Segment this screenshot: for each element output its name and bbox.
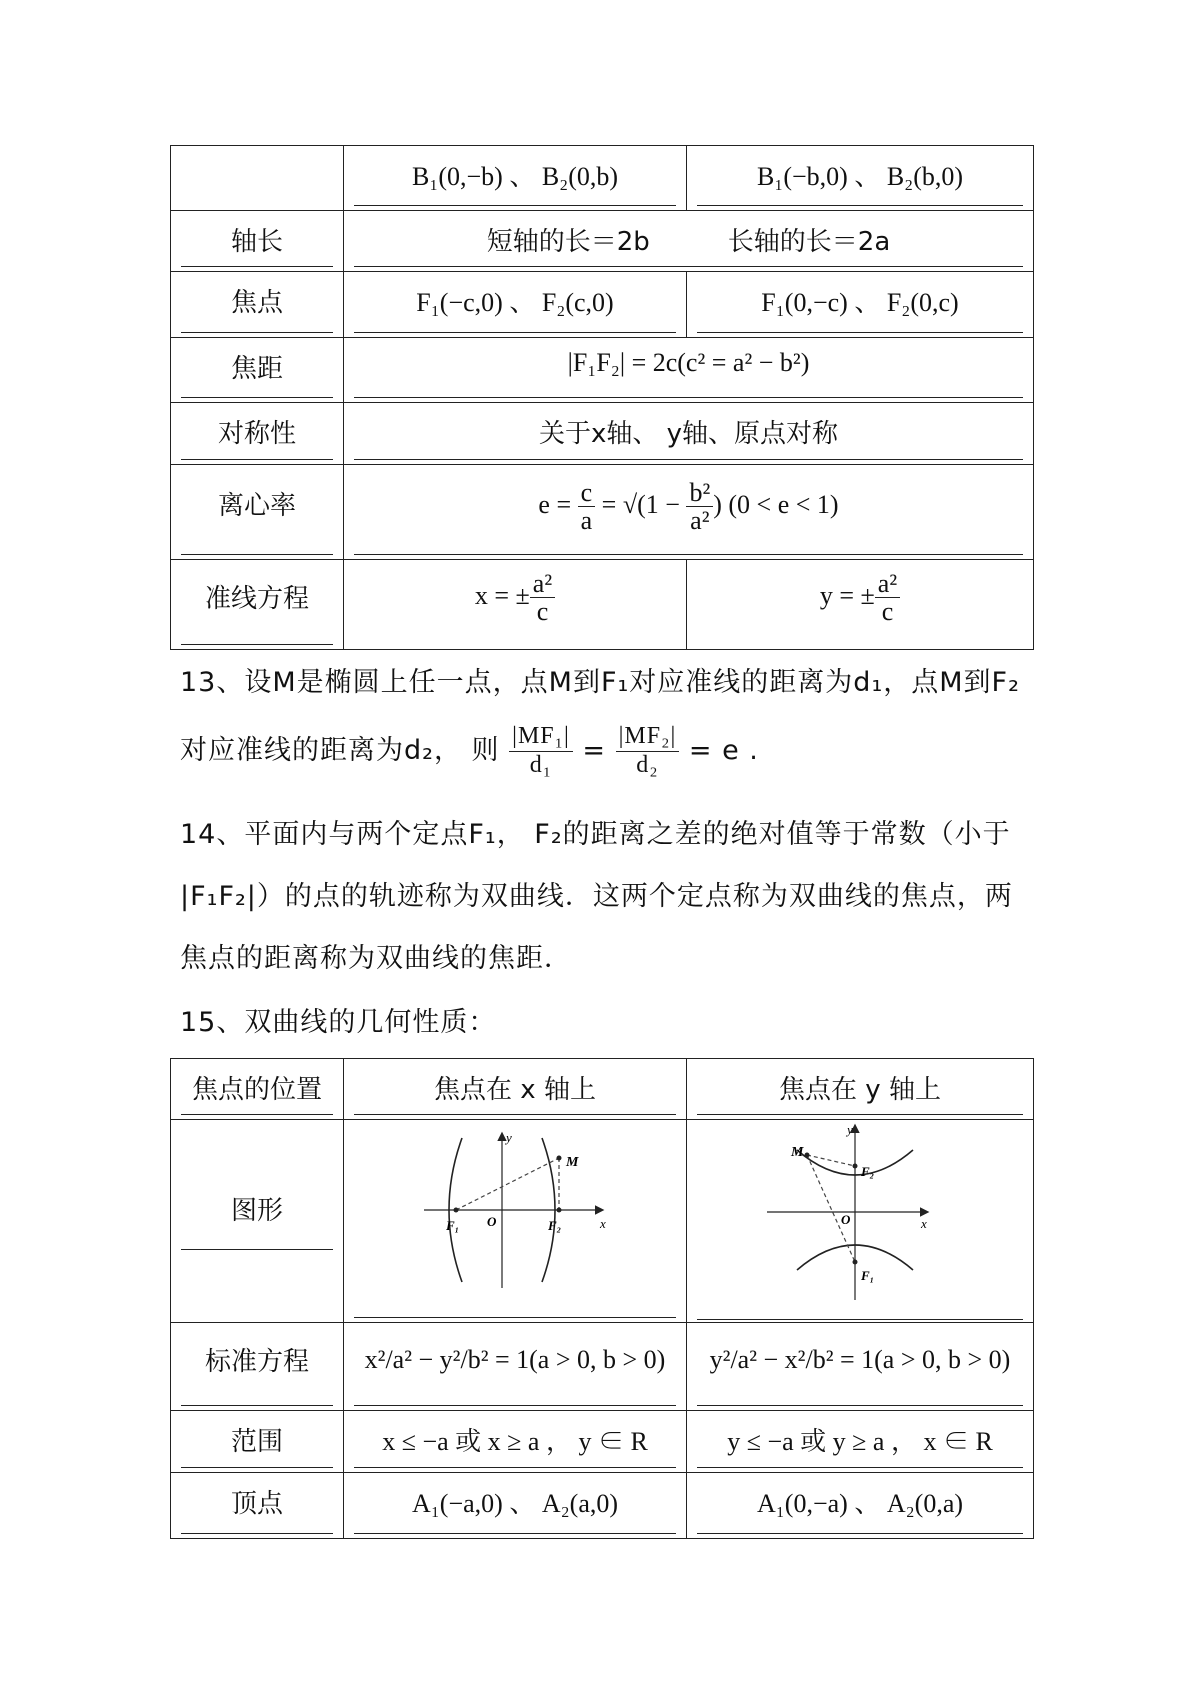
left-cell: F₁(−c,0) 、 F₂(c,0) xyxy=(344,272,687,338)
focus-f2-label: F₂ xyxy=(861,1164,875,1179)
directrix-formula-left: x = ± $\frac{\text{a²}}{c}$ xyxy=(344,560,686,626)
x-axis-label: x xyxy=(921,1216,927,1231)
left-cell: A₁(−a,0) 、 A₂(a,0) xyxy=(344,1473,687,1539)
paragraph-15-heading: 15、双曲线的几何性质： xyxy=(180,1007,497,1038)
row-label-cell: 准线方程 xyxy=(171,560,344,650)
table-row xyxy=(171,403,1034,465)
x-axis-label: x xyxy=(600,1216,606,1231)
left-cell: x ≤ −a 或 x ≥ a ， y ∈ R xyxy=(344,1411,687,1473)
row-label-cell: 焦点的位置 xyxy=(171,1059,344,1120)
focus-f1-label: F₁ xyxy=(446,1218,460,1233)
point-m-label: M xyxy=(566,1155,579,1170)
row-label-cell: 轴长 xyxy=(171,211,344,272)
table-row xyxy=(171,1473,1034,1539)
paragraph-14-line3: 焦点的距离称为双曲线的焦距． xyxy=(180,943,572,974)
table-row xyxy=(171,146,1034,211)
point-m-label: M xyxy=(791,1145,804,1160)
paragraph-14-line2: |F₁F₂|）的点的轨迹称为双曲线．这两个定点称为双曲线的焦点，两 xyxy=(180,881,1013,912)
hyperbola-properties-table xyxy=(170,1058,1034,1539)
table-row xyxy=(171,560,1034,650)
span-cell: 关于x轴、 y轴、原点对称 xyxy=(344,403,1034,465)
figure-right-cell xyxy=(687,1120,1034,1323)
right-cell: A₁(0,−a) 、 A₂(0,a) xyxy=(687,1473,1034,1539)
focus-f1-label: F₁ xyxy=(861,1268,875,1283)
table-row xyxy=(171,338,1034,403)
row-label-cell: 焦距 xyxy=(171,338,344,403)
right-cell: y²/a² − x²/b² = 1(a > 0, b > 0) xyxy=(687,1323,1034,1411)
header-right-cell: 焦点在 y 轴上 xyxy=(687,1059,1034,1120)
right-cell xyxy=(687,560,1034,650)
hyperbola-x-axis-figure xyxy=(344,1120,687,1316)
y-axis-label: y xyxy=(506,1130,512,1145)
hyperbola-y-axis-figure xyxy=(687,1120,1034,1316)
row-label-cell: 顶点 xyxy=(171,1473,344,1539)
right-cell: F₁(0,−c) 、 F₂(0,c) xyxy=(687,272,1034,338)
header-left-cell: 焦点在 x 轴上 xyxy=(344,1059,687,1120)
ellipse-properties-table xyxy=(170,145,1034,650)
origin-label: O xyxy=(841,1212,851,1227)
focus-f2-label: F₂ xyxy=(548,1218,562,1233)
table-row xyxy=(171,1059,1034,1120)
table-row xyxy=(171,1411,1034,1473)
paragraph-13-line2: 对应准线的距离为d₂， 则 $\frac{\text{|MF₁|}}{\text{d₁}}$ = $\frac{\text{|MF₂|}}{\text{d₂}}$ = e . xyxy=(180,723,759,778)
eccentricity-formula: e = $\frac{c}{a}$ = √(1 − $\frac{\text{b²}}{\text{a²}}$ ) (0 < e < 1) xyxy=(538,478,839,536)
table-row xyxy=(171,465,1034,560)
row-label-cell: 标准方程 xyxy=(171,1323,344,1411)
directrix-formula-right: y = ± $\frac{\text{a²}}{c}$ xyxy=(687,560,1033,626)
eccentricity-cell xyxy=(344,465,1034,560)
span-cell: |F₁F₂| = 2c(c² = a² − b²) xyxy=(344,338,1034,403)
row-label-cell: 离心率 xyxy=(171,465,344,560)
origin-label: O xyxy=(487,1214,497,1229)
row-label-cell xyxy=(171,146,344,211)
left-cell: x²/a² − y²/b² = 1(a > 0, b > 0) xyxy=(344,1323,687,1411)
row-label-cell: 对称性 xyxy=(171,403,344,465)
table-row xyxy=(171,272,1034,338)
figure-left-cell xyxy=(344,1120,687,1323)
row-label-cell: 焦点 xyxy=(171,272,344,338)
left-cell xyxy=(344,560,687,650)
table-row xyxy=(171,211,1034,272)
table-row xyxy=(171,1323,1034,1411)
span-cell: 短轴的长＝2b 长轴的长＝2a xyxy=(344,211,1034,272)
row-label-cell: 图形 xyxy=(171,1120,344,1323)
right-cell: B₁(−b,0) 、 B₂(b,0) xyxy=(687,146,1034,211)
left-cell: B₁(0,−b) 、 B₂(0,b) xyxy=(344,146,687,211)
paragraph-13-line1: 13、设M是椭圆上任一点，点M到F₁对应准线的距离为d₁，点M到F₂ xyxy=(180,667,1020,698)
y-axis-label: y xyxy=(847,1122,853,1137)
paragraph-14-line1: 14、平面内与两个定点F₁， F₂的距离之差的绝对值等于常数（小于 xyxy=(180,819,1011,850)
right-cell: y ≤ −a 或 y ≥ a ， x ∈ R xyxy=(687,1411,1034,1473)
table-row xyxy=(171,1120,1034,1323)
row-label-cell: 范围 xyxy=(171,1411,344,1473)
